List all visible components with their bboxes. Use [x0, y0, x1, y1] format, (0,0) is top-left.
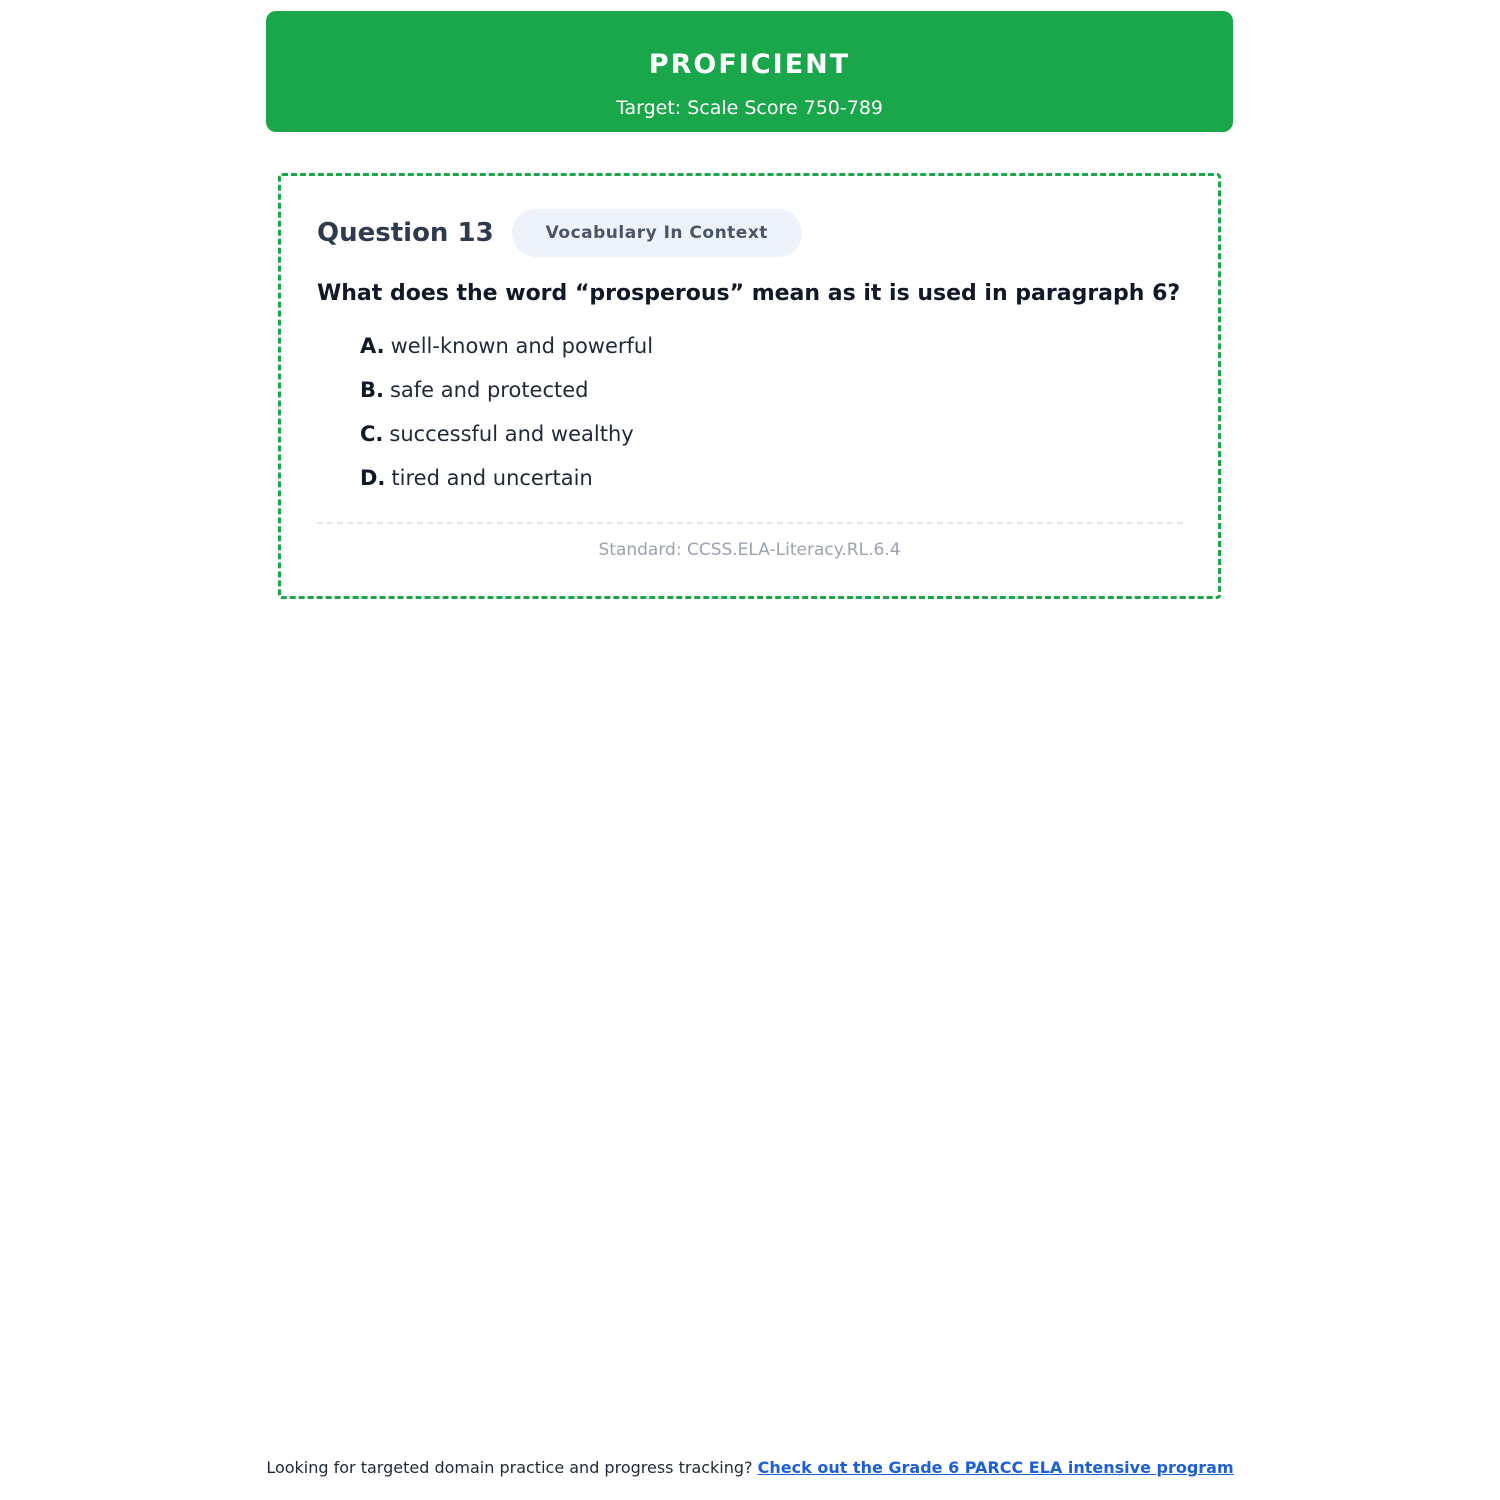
question-card: [278, 173, 1221, 599]
choice-letter: C.: [360, 422, 384, 446]
level-target: Target: Scale Score 750-789: [615, 97, 884, 119]
level-banner: [266, 11, 1233, 132]
answer-choice-b[interactable]: [360, 375, 653, 419]
choice-letter: B.: [360, 378, 384, 402]
choice-text: successful and wealthy: [389, 422, 634, 446]
choice-text: tired and uncertain: [391, 466, 593, 490]
divider: [317, 522, 1183, 524]
footer-text: Looking for targeted domain practice and progress tracking?: [266, 1458, 753, 1477]
question-prompt: What does the word “prosperous” mean as it is used in paragraph 6?: [317, 281, 1181, 306]
choice-text: well-known and powerful: [390, 334, 654, 358]
choice-text: safe and protected: [389, 378, 589, 402]
question-number: Question 13: [317, 218, 494, 248]
answer-choice-d[interactable]: [360, 463, 653, 507]
program-link[interactable]: Check out the Grade 6 PARCC ELA intensive program: [757, 1458, 1234, 1477]
choice-letter: D.: [360, 466, 386, 490]
question-category-badge: Vocabulary In Context: [512, 209, 802, 257]
footer-promo: [0, 1456, 1500, 1480]
standard-label: Standard: CCSS.ELA-Literacy.RL.6.4: [598, 540, 901, 560]
answer-choice-c[interactable]: [360, 419, 653, 463]
question-header: [317, 208, 802, 258]
choice-letter: A.: [360, 334, 385, 358]
answer-choices: [360, 331, 653, 507]
answer-choice-a[interactable]: [360, 331, 653, 375]
level-title: PROFICIENT: [648, 49, 851, 80]
